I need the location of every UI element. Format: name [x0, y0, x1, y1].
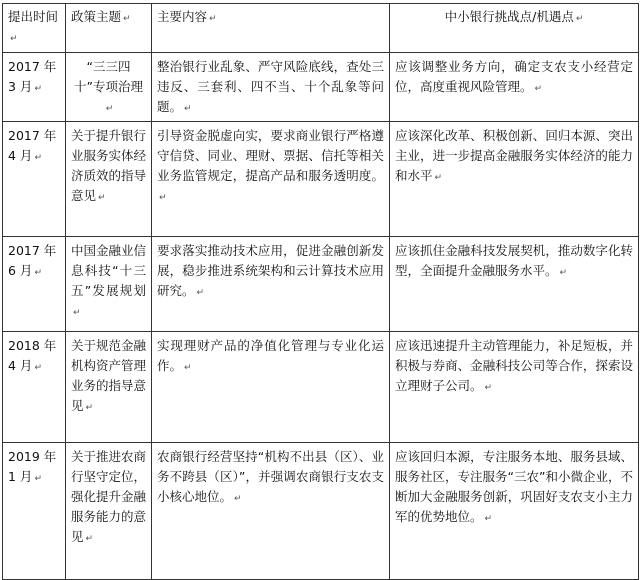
header-policy: 政策主题 ↵ — [66, 4, 152, 53]
cell-content: 实现理财产品的净值化管理与专业化运作。 ↵ — [152, 332, 390, 443]
cell-policy: 中国金融业信息科技“十三五”发展规划↵ — [66, 237, 152, 332]
paragraph-mark-icon: ↵ — [434, 173, 443, 183]
cell-challenge: 应该调整业务方向，确定支农支小经营定位，高度重视风险管理。 ↵ — [390, 53, 639, 122]
table-row — [3, 443, 639, 580]
paragraph-mark-icon: ↵ — [159, 193, 167, 203]
paragraph-mark-icon: ↵ — [184, 104, 192, 114]
table-row — [3, 237, 639, 332]
paragraph-mark-icon: ↵ — [575, 14, 584, 24]
paragraph-mark-icon: ↵ — [534, 84, 543, 94]
policy-table — [2, 3, 639, 580]
paragraph-mark-icon: ↵ — [196, 288, 205, 298]
cell-challenge: 应该回归本源，专注服务本地、服务县域、服务社区，专注服务“三农”和小微企业，不断加大金融服务创新，巩固好支农支小主力军的优势地位。 ↵ — [390, 443, 639, 580]
paragraph-mark-icon: ↵ — [559, 268, 568, 278]
paragraph-mark-icon: ↵ — [85, 403, 94, 413]
paragraph-mark-icon: ↵ — [98, 193, 106, 203]
paragraph-mark-icon: ↵ — [10, 34, 18, 44]
paragraph-mark-icon: ↵ — [234, 494, 242, 504]
cell-challenge: 应该深化改革、积极创新、回归本源、突出主业，进一步提高金融服务实体经济的能力和水平 ↵ — [390, 122, 639, 237]
cell-content: 整治银行业乱象、严守风险底线，查处三违反、三套利、四不当、十个乱象等问题。 ↵ — [152, 53, 390, 122]
paragraph-mark-icon: ↵ — [123, 14, 131, 24]
cell-time: 2018 年 4 月 ↵ — [3, 332, 66, 443]
table-row — [3, 53, 639, 122]
cell-policy: 关于推进农商行坚守定位，强化提升金融服务能力的意见 ↵ — [66, 443, 152, 580]
cell-content: 农商银行经营坚持“机构不出县（区）、业务不跨县（区）”，并强调农商银行支农支小核心地位。 ↵ — [152, 443, 390, 580]
cell-time: 2017 年 6 月 ↵ — [3, 237, 66, 332]
cell-time: 2017 年 4 月 ↵ — [3, 122, 66, 237]
header-challenge: 中小银行挑战点/机遇点 ↵ — [390, 4, 639, 53]
paragraph-mark-icon: ↵ — [209, 14, 217, 24]
cell-policy: 关于规范金融机构资产管理业务的指导意见 ↵ — [66, 332, 152, 443]
paragraph-mark-icon: ↵ — [184, 363, 192, 373]
paragraph-mark-icon: ↵ — [484, 514, 493, 524]
paragraph-mark-icon: ↵ — [34, 153, 42, 163]
cell-time: 2017 年 3 月 ↵ — [3, 53, 66, 122]
paragraph-mark-icon: ↵ — [105, 104, 114, 114]
paragraph-mark-icon: ↵ — [34, 84, 42, 94]
paragraph-mark-icon: ↵ — [73, 308, 81, 318]
cell-content: 要求落实推动技术应用，促进金融创新发展，稳步推进系统架构和云计算技术应用研究。 ↵ — [152, 237, 390, 332]
cell-policy: 关于提升银行业服务实体经济质效的指导意见 ↵ — [66, 122, 152, 237]
table-row — [3, 122, 639, 237]
paragraph-mark-icon: ↵ — [85, 534, 94, 544]
cell-challenge: 应该迅速提升主动管理能力，补足短板，并积极与券商、金融科技公司等合作，探索设立理财子公司。 ↵ — [390, 332, 639, 443]
cell-content: 引导资金脱虚向实，要求商业银行严格遵守信贷、同业、理财、票据、信托等相关业务监管规定，提高产品和服务透明度。↵ — [152, 122, 390, 237]
header-content: 主要内容 ↵ — [152, 4, 390, 53]
paragraph-mark-icon: ↵ — [34, 474, 42, 484]
cell-policy: “三三四十”专项治理↵ — [66, 53, 152, 122]
cell-challenge: 应该抓住金融科技发展契机，推动数字化转型，全面提升金融服务水平。 ↵ — [390, 237, 639, 332]
cell-time: 2019 年 1 月 ↵ — [3, 443, 66, 580]
table-row — [3, 332, 639, 443]
paragraph-mark-icon: ↵ — [34, 363, 42, 373]
table-header-row — [3, 4, 639, 53]
paragraph-mark-icon: ↵ — [34, 268, 42, 278]
header-time: 提出时间↵ — [3, 4, 66, 53]
paragraph-mark-icon: ↵ — [484, 383, 493, 393]
